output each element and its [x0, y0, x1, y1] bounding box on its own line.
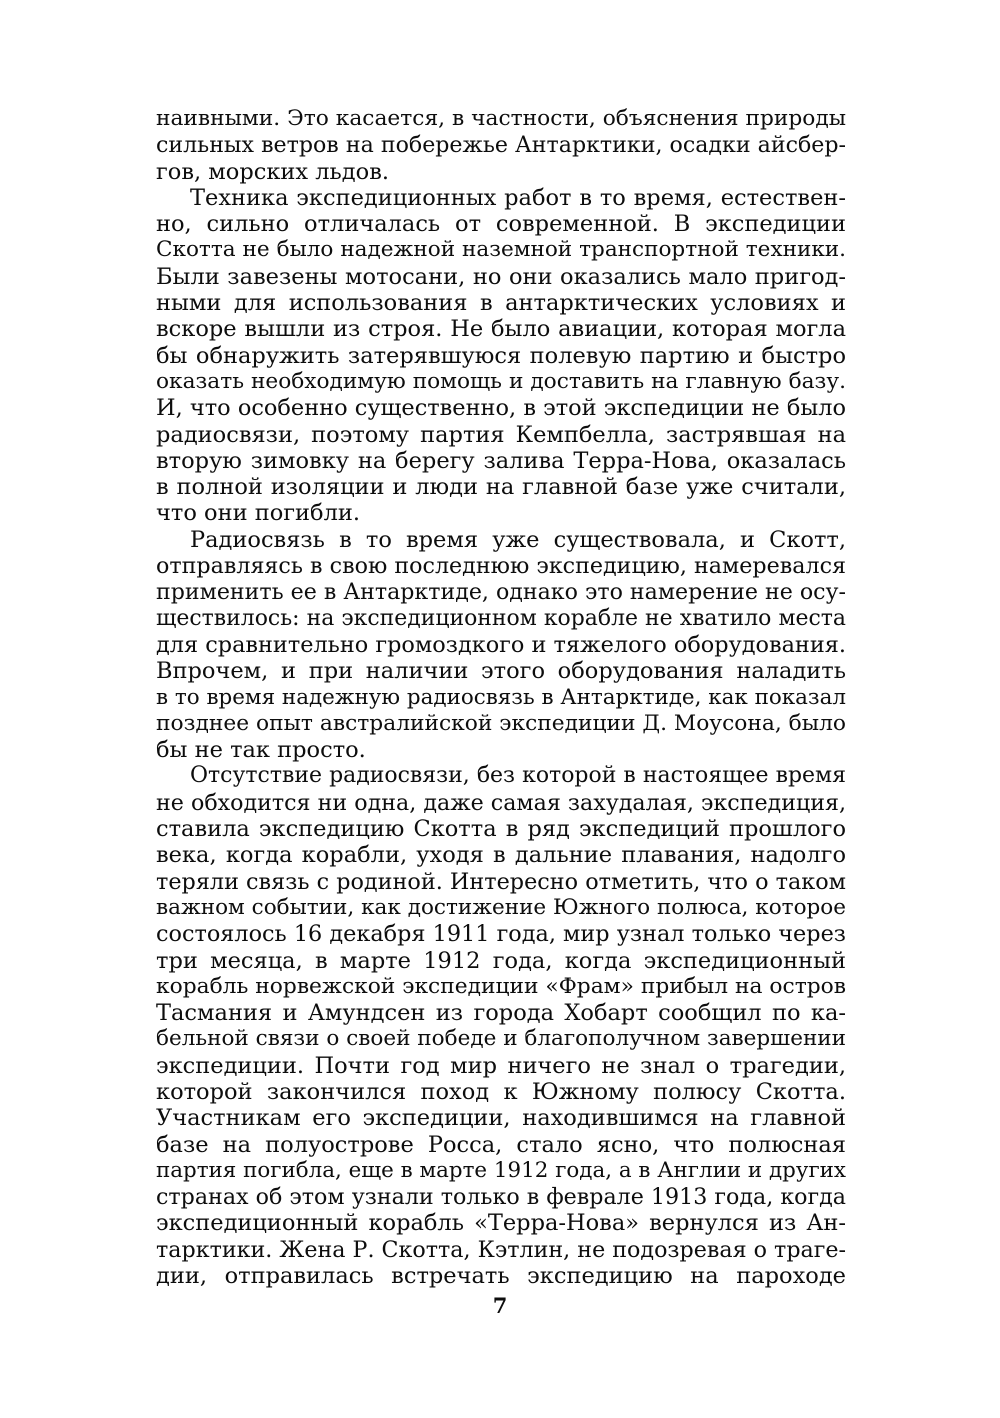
- text-line: вторую зимовку на берегу залива Терра-Нова, оказалась: [156, 447, 846, 474]
- paragraph-first-line: Отсутствие радиосвязи, без которой в настоящее время: [190, 763, 846, 789]
- text-line: состоялось 16 декабря 1911 года, мир узнал только через: [156, 921, 846, 948]
- text-line: в то время надежную радиосвязь в Антарктиде, как показал: [156, 684, 846, 710]
- text-line: Скотта не было надежной наземной транспортной техники.: [156, 237, 846, 263]
- text-line: в полной изоляции и люди на главной базе уже считали,: [156, 474, 846, 501]
- text-line: бы обнаружить затерявшуюся полевую партию и быстро: [156, 342, 846, 369]
- text-line: позднее опыт австралийской экспедиции Д. Моусона, было: [156, 710, 846, 736]
- text-line: странах об этом узнали только в феврале 1913 года, когда: [156, 1184, 846, 1211]
- text-line: века, когда корабли, уходя в дальние плавания, надолго: [156, 842, 846, 869]
- text-line: бы не так просто.: [156, 737, 366, 764]
- text-line: применить ее в Антарктиде, однако это намерение не осу-: [156, 579, 846, 606]
- text-line: базе на полуострове Росса, стало ясно, что полюсная: [156, 1131, 846, 1158]
- text-line: что они погибли.: [156, 500, 361, 527]
- text-line: Тасмания и Амундсен из города Хобарт сообщил по ка-: [156, 1000, 846, 1027]
- text-line: которой закончился поход к Южному полюсу Скотта.: [156, 1078, 846, 1105]
- text-line: корабль норвежской экспедиции «Фрам» прибыл на остров: [156, 973, 846, 999]
- text-line: ными для использования в антарктических условиях и: [156, 290, 846, 317]
- text-line: экспедиции. Почти год мир ничего не знал о трагедии,: [156, 1052, 846, 1079]
- text-line: сильных ветров на побережье Антарктики, осадки айсбер-: [156, 132, 846, 159]
- text-line: Были завезены мотосани, но они оказались мало пригод-: [156, 263, 846, 290]
- text-line: оказать необходимую помощь и доставить на главную базу.: [156, 368, 846, 394]
- text-line: важном событии, как достижение Южного полюса, которое: [156, 894, 846, 920]
- text-line: Впрочем, и при наличии этого оборудования наладить: [156, 658, 846, 685]
- text-line: бельной связи о своей победе и благополучном завершении: [156, 1026, 846, 1052]
- text-line: для сравнительно громоздкого и тяжелого оборудования.: [156, 631, 846, 658]
- text-line: тарктики. Жена Р. Скотта, Кэтлин, не подозревая о траге-: [156, 1236, 847, 1263]
- text-line: три месяца, в марте 1912 года, когда экспедиционный: [156, 947, 846, 974]
- text-line: И, что особенно существенно, в этой экспедиции не было: [156, 395, 846, 422]
- text-line: Участникам его экспедиции, находившимся на главной: [156, 1105, 846, 1132]
- text-line: но, сильно отличалась от современной. В экспедиции: [156, 211, 846, 238]
- text-line: радиосвязи, поэтому партия Кемпбелла, застрявшая на: [156, 421, 846, 448]
- text-line: дии, отправилась встречать экспедицию на пароходе: [156, 1263, 846, 1290]
- text-line: экспедиционный корабль «Терра-Нова» вернулся из Ан-: [156, 1210, 846, 1237]
- text-line: отправляясь в свою последнюю экспедицию, намеревался: [156, 553, 846, 580]
- text-line: гов, морских льдов.: [156, 158, 390, 185]
- text-line: партия погибла, еще в марте 1912 года, а в Англии и других: [156, 1157, 846, 1183]
- text-line: ставила экспедицию Скотта в ряд экспедиций прошлого: [156, 816, 846, 843]
- text-line: вскоре вышли из строя. Не было авиации, которая могла: [156, 316, 846, 343]
- text-line: наивными. Это касается, в частности, объяснения природы: [156, 106, 846, 131]
- paragraph-first-line: Техника экспедиционных работ в то время, естествен-: [190, 184, 846, 211]
- text-line: ществилось: на экспедиционном корабле не хватило места: [156, 605, 846, 631]
- text-line: не обходится ни одна, даже самая захудалая, экспедиция,: [156, 789, 846, 816]
- page-number: 7: [492, 1293, 508, 1318]
- paragraph-first-line: Радиосвязь в то время уже существовала, и Скотт,: [190, 526, 846, 553]
- body-text: [156, 106, 846, 1289]
- text-line: теряли связь с родиной. Интересно отметить, что о таком: [156, 868, 846, 895]
